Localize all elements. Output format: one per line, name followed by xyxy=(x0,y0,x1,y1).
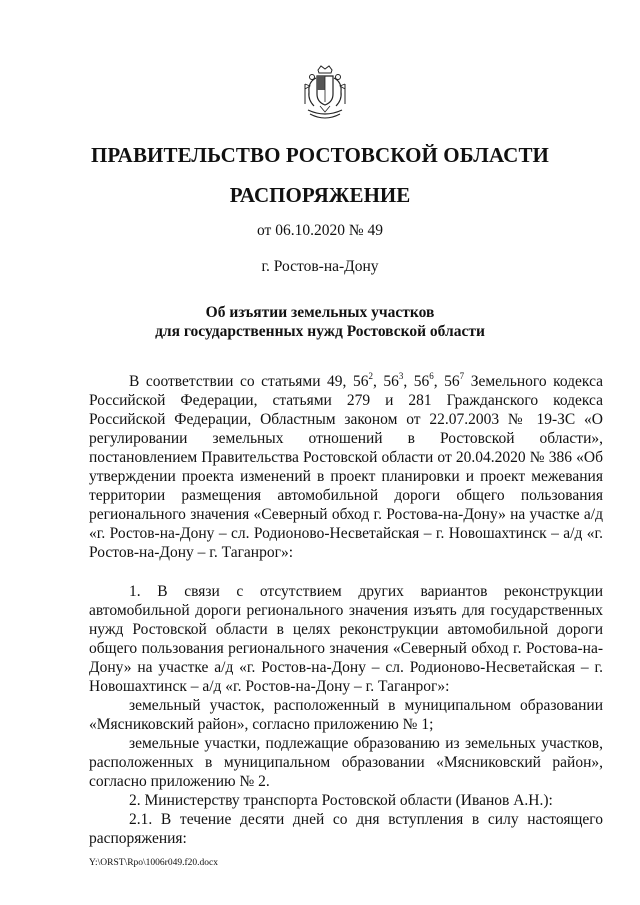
subject-line-2: для государственных нужд Ростовской области xyxy=(155,323,485,340)
city: г. Ростов-на-Дону xyxy=(261,258,379,275)
date-and-number: от 06.10.2020 № 49 xyxy=(257,222,383,239)
coat-of-arms-icon xyxy=(300,64,350,124)
document-subject xyxy=(0,303,640,341)
paragraph-item-2: земельные участки, подлежащие образованию из земельных участков, расположенных в муниципальном образовании «Мясниковский район», согласно приложению № 2. xyxy=(89,735,603,790)
preamble-paragraph: В соответствии со статьями 49, $56^2$, $56^3$, $56^6$, $56^7$ Земельного кодекса Российской Федерации, статьями 279 и 281 Гражданского кодекса Российской Федерации, Областным законом от 22.07.2003 № 19-ЗС «О регулировании земельных отношений в Ростовской области», постановлением Правительства Ростовской области от 20.04.2020 № 386 «Об утверждении проекта изменений в проект планировки и проект межевания территории размещения автомобильной дороги общего пользования регионального значения «Северный обход г. Ростова-на-Дону» на участке а/д «г. Ростов-на-Дону – сл. Родионово-Несветайская – г. Новошахтинск – а/д «г. Ростов-на-Дону – г. Таганрог»: xyxy=(89,370,604,561)
paragraph-1: 1. В связи с отсутствием других вариантов реконструкции автомобильной дороги регионального значения изъять для государственных нужд Ростовской области в целях реконструкции автомобильной дороги общего пользования регионального значения «Северный обход г. Ростова-на-Дону» на участке а/д «г. Ростов-на-Дону – сл. Родионово-Несветайская – г. Новошахтинск – а/д «г. Ростов-на-Дону – г. Таганрог»: xyxy=(89,583,603,695)
paragraph-item-1: земельный участок, расположенный в муниципальном образовании «Мясниковский район», согласно приложению № 1; xyxy=(89,697,603,733)
document-type: РАСПОРЯЖЕНИЕ xyxy=(229,183,411,207)
document-body xyxy=(89,372,603,848)
government-title: ПРАВИТЕЛЬСТВО РОСТОВСКОЙ ОБЛАСТИ xyxy=(91,143,549,167)
paragraph-2: 2. Министерству транспорта Ростовской области (Иванов А.Н.): xyxy=(129,792,553,809)
file-path-footer: Y:\ORST\Rpo\1006r049.f20.docx xyxy=(89,858,218,868)
subject-line-1: Об изъятии земельных участков xyxy=(205,304,435,321)
paragraph-2-1: 2.1. В течение десяти дней со дня вступления в силу настоящего распоряжения: xyxy=(89,811,603,847)
